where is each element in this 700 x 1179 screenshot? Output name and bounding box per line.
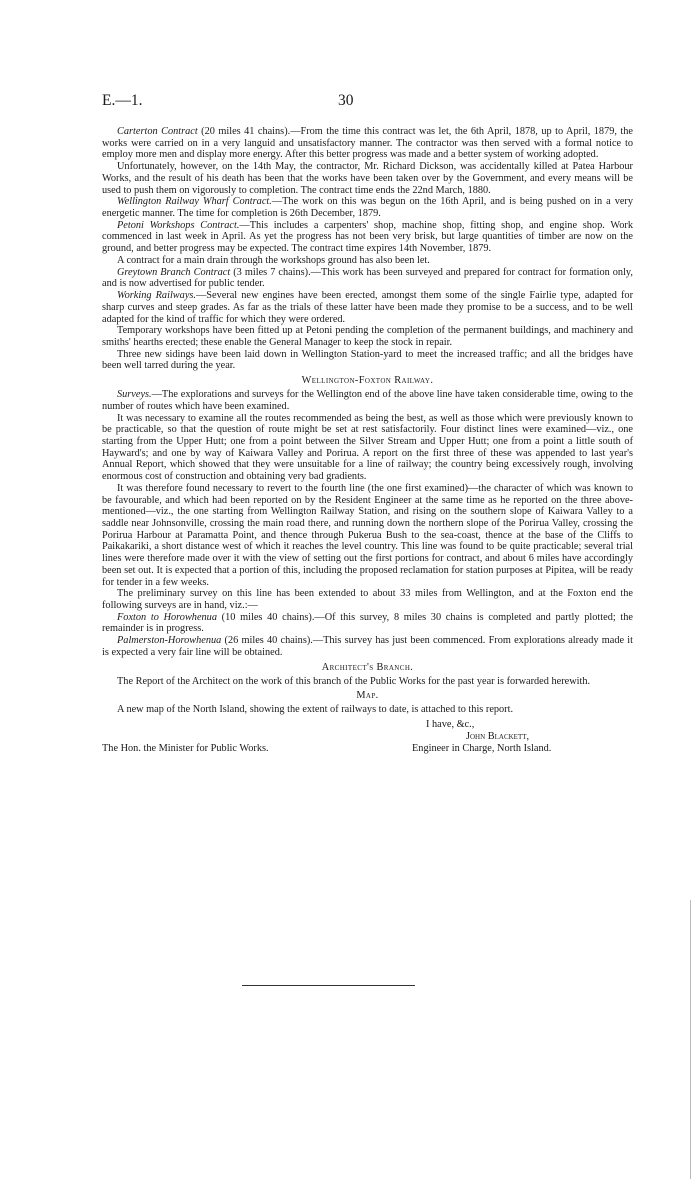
- paragraph: [102, 483, 633, 588]
- paragraph: [102, 676, 633, 688]
- paragraph: [102, 290, 633, 325]
- signature-title: Engineer in Charge, North Island.: [412, 743, 552, 755]
- paragraph-text: It was necessary to examine all the routes recommended as being the best, as well as those which were previously known to be practicable, so that the question of route might be set at rest satisfactorily. Four distinct lines were examined—viz., one starting from the Upper Hutt; one from a point between the Silver Stream and Upper Hutt; one from a point a little south of Hayward's; and one by way of Kaiwara Valley and Porirua. A report on the first three of these was appended to last year's Annual Report, which showed that they were unsuitable for a line of railway; the country being excessively rough, involving enormous cost of construction and obtaining very bad gradients.: [102, 412, 633, 483]
- paragraph-label: Foxton to Horowhenua: [117, 611, 217, 623]
- paragraph-label: Surveys.: [117, 389, 152, 401]
- paragraph-text: The preliminary survey on this line has been extended to about 33 miles from Wellington, and at the Foxton end the following surveys are in hand, viz.:—: [102, 588, 633, 612]
- paragraph-text: —Several new engines have been erected, amongst them some of the single Fairlie type, adapted for sharp curves and steep grades. As far as the trials of these latter have been made they promise to be a success, and to be well adapted for the kind of traffic for which they were ordered.: [102, 290, 633, 325]
- paragraph: [102, 267, 633, 290]
- paragraph-label: Working Railways.: [117, 290, 196, 302]
- paragraph-text: —The work on this was begun on the 16th April, and is being pushed on in a very energetic manner. The time for completion is 26th December, 1879.: [102, 196, 633, 220]
- paragraph: [102, 161, 633, 196]
- section-heading: Architect's Branch.: [321, 661, 414, 673]
- paragraph-label: Palmerston-Horowhenua: [117, 635, 222, 647]
- paragraph: [102, 413, 633, 483]
- paragraph-text: Unfortunately, however, on the 14th May, the contractor, Mr. Richard Dickson, was accidentally killed at Patea Harbour Works, and the result of his death has been that the works have been taken over by the Government, and every means will be used to push them on vigorously to completion. The contract time ends the 22nd March, 1880.: [102, 161, 633, 196]
- page-header: [102, 92, 632, 112]
- paragraph: [102, 588, 633, 611]
- page-edge-line: [690, 900, 691, 1179]
- paragraph-label: Greytown Branch Contract: [117, 266, 231, 278]
- paragraph-label: Wellington Railway Wharf Contract.: [117, 196, 272, 208]
- paragraph-label: Petoni Workshops Contract.: [117, 219, 240, 231]
- paragraph-text: Three new sidings have been laid down in Wellington Station-yard to meet the increased traffic; and all the bridges have been well tarred during the year.: [102, 348, 633, 372]
- page-number: 30: [338, 92, 354, 109]
- paragraph-text: —This includes a carpenters' shop, machine shop, fitting shop, and engine shop. Work commenced in last week in April. As yet the progress has not been very brisk, but large quantities of timber are now on the ground, and better progress may be expected. The contract time expires 14th November, 1879.: [102, 219, 633, 255]
- addressee: The Hon. the Minister for Public Works.: [102, 743, 269, 755]
- section-heading: Wellington-Foxton Railway.: [301, 375, 434, 387]
- contracts-section: [102, 126, 633, 372]
- paragraph-label: Carterton Contract: [117, 126, 198, 137]
- report-body: [102, 126, 633, 767]
- document-code: E.—1.: [102, 92, 143, 109]
- paragraph-text: Temporary workshops have been fitted up at Petoni pending the completion of the permanent buildings, and machinery and smiths' hearths erected; these enable the General Manager to keep the stock in repair.: [102, 325, 633, 348]
- paragraph: [102, 196, 633, 219]
- paragraph-text: (3 miles 7 chains).—This work has been surveyed and prepared for contract for formation only, and is now advertised for public tender.: [102, 266, 633, 290]
- paragraph: [102, 635, 633, 658]
- signature-closing: I have, &c.,: [426, 719, 475, 731]
- signature-name: John Blackett,: [466, 731, 530, 743]
- paragraph: [102, 126, 633, 161]
- wellington-foxton-section: [102, 389, 633, 659]
- closing-rule: [242, 985, 415, 986]
- paragraph-text: It was therefore found necessary to revert to the fourth line (the one first examined)—the character of which was known to be favourable, and which had been reported on by the Resident Engineer at the same time as he reported on the three above-mentioned—viz., the one starting from Wellington Railway Station, and rising on the southern slope of Kaiwara Valley to a saddle near Johnsonville, crossing the main road there, and running down the northern slope of the Porirua Valley, crossing the Porirua Harbour at Paramatta Point, and thence through Pukerua Bush to the sea-coast, thence at the base of the Cliffs to Paikakariki, a short distance west of which it reaches the level country. This line was found to be quite practicable; several trial lines were therefore made over it with the view of setting out the first portions for contract, and about 6 miles have accordingly been set out. It is expected that a portion of this, including the proposed reclamation for station purposes at Pipitea, will be ready for tender in a few weeks.: [102, 482, 633, 588]
- section-heading: Map.: [356, 690, 379, 702]
- paragraph-text: A new map of the North Island, showing the extent of railways to date, is attached to this report.: [117, 704, 514, 716]
- paragraph: [102, 255, 633, 267]
- signature-block: [102, 719, 633, 767]
- paragraph: [102, 220, 633, 255]
- paragraph-text: (20 miles 41 chains).—From the time this contract was let, the 6th April, 1878, up to April, 1879, the works were carried on in a very languid and unsatisfactory manner. The contractor was then served with a formal notice to employ more men and display more energy. After this better progress was made and a better system of working adopted.: [102, 126, 633, 161]
- paragraph: [102, 612, 633, 635]
- paragraph-text: (26 miles 40 chains).—This survey has just been commenced. From explorations already made it is expected a very fair line will be obtained.: [102, 635, 633, 658]
- paragraph: [102, 389, 633, 412]
- paragraph-text: The Report of the Architect on the work of this branch of the Public Works for the past year is forwarded herewith.: [117, 675, 591, 687]
- paragraph-text: A contract for a main drain through the workshops ground has also been let.: [117, 254, 430, 266]
- paragraph: [102, 325, 633, 348]
- paragraph-text: —The explorations and surveys for the Wellington end of the above line have taken considerable time, owing to the number of routes which have been examined.: [102, 389, 633, 412]
- paragraph-text: (10 miles 40 chains).—Of this survey, 8 miles 30 chains is completed and partly plotted; the remainder is in progress.: [102, 611, 633, 635]
- paragraph: [102, 704, 633, 716]
- paragraph: [102, 349, 633, 372]
